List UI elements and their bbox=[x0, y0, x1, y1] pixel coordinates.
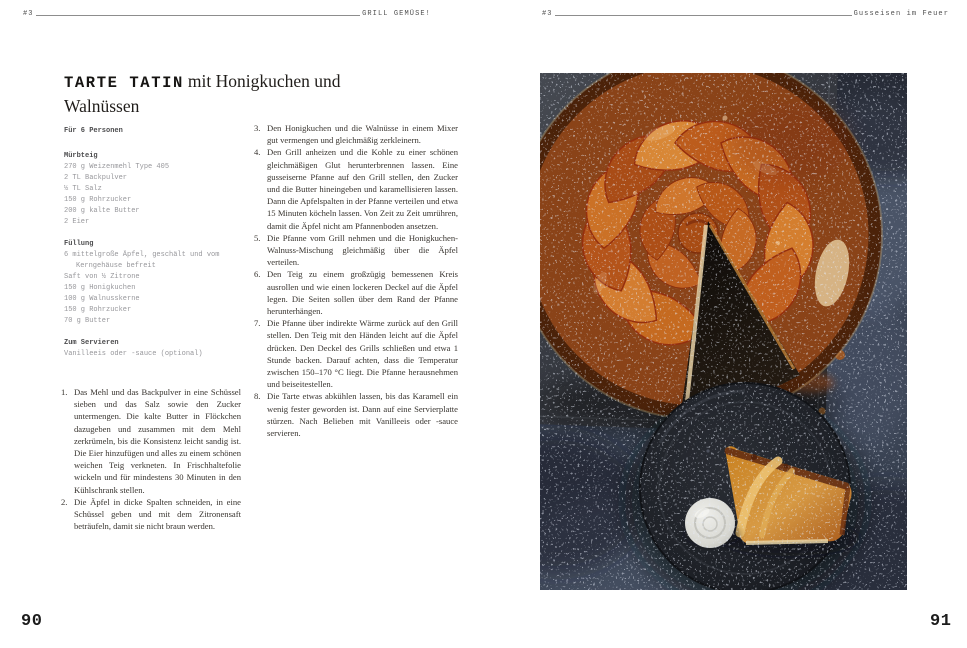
step-text: Den Teig zu einem großzügig bemessenen Kreis ausrollen und wie einen lockeren Deckel auf die Äpfel legen. Die Seiten sollen über dem Rand der Pfanne herunterhängen. bbox=[267, 269, 458, 317]
page-number-right: 91 bbox=[930, 612, 952, 631]
recipe-title-main: TARTE TATIN bbox=[64, 74, 184, 92]
recipe-title bbox=[64, 70, 376, 118]
chapter-title: GRILL GEMÜSE! bbox=[362, 10, 431, 18]
ingredient-item: 70 g Butter bbox=[64, 317, 111, 325]
step-text: Den Grill anheizen und die Kohle zu einer schönen gleichmäßigen Glut herunterbrennen lassen. Eine gusseiserne Pfanne auf den Grill stellen, den Zucker und die Butter hineingeben und karamellisieren lassen. Dann die Apfelspalten in der Pfanne verteilen und etwa 15 Minuten köcheln lassen. Von Zeit zu Zeit umrühren, damit die Äpfel nicht am Pfannenboden ansetzen. bbox=[267, 147, 458, 231]
ingredient-group-fuellung bbox=[64, 239, 250, 327]
ingredient-item: Vanilleeis oder -sauce (optional) bbox=[64, 350, 203, 358]
ingredient-item: 150 g Rohrzucker bbox=[64, 306, 132, 314]
ingredient-item: 2 TL Backpulver bbox=[64, 174, 128, 182]
ingredient-item: 150 g Rohrzucker bbox=[64, 196, 132, 204]
photo-grain bbox=[540, 73, 907, 590]
step-item bbox=[254, 268, 458, 317]
step-item bbox=[254, 390, 458, 439]
ingredient-group-muerbteig bbox=[64, 151, 250, 228]
step-number: 8. bbox=[254, 391, 261, 402]
step-text: Die Pfanne vom Grill nehmen und die Honigkuchen-Walnuss-Mischung gleichmäßig über die Äpfel verteilen. bbox=[267, 232, 458, 268]
step-number: 2. bbox=[61, 496, 68, 507]
header-rule bbox=[555, 15, 852, 16]
ingredient-item: 270 g Weizenmehl Type 405 bbox=[64, 163, 170, 171]
recipe-title-subtitle: mit Honigkuchen und Walnüssen bbox=[64, 71, 341, 116]
step-text: Die Pfanne über indirekte Wärme zurück auf den Grill stellen. Den Teig mit den Händen leicht auf die Äpfel drücken. Den Deckel des Grills schließen und etwa 1 Stunde backen. Darauf achten, dass die Temperatur zwischen 150–170 °C liegt. Die Pfanne herausnehmen und beiseitestellen. bbox=[267, 318, 458, 390]
ingredients-column bbox=[64, 126, 250, 370]
step-text: Die Tarte etwas abkühlen lassen, bis das Karamell ein wenig fester geworden ist. Dann auf eine Servierplatte stürzen. Nach Belieben mit Vanilleeis oder -sauce servieren. bbox=[267, 391, 458, 439]
ingredient-group-heading: Mürbteig bbox=[64, 152, 98, 160]
ingredient-item: Saft von ½ Zitrone bbox=[64, 273, 140, 281]
recipe-photo bbox=[540, 73, 907, 590]
step-item bbox=[254, 122, 458, 146]
servings-label: Für 6 Personen bbox=[64, 127, 123, 135]
ingredient-list bbox=[64, 349, 250, 360]
ingredient-item: ½ TL Salz bbox=[64, 185, 102, 193]
header-rule bbox=[36, 15, 360, 16]
page-number-left: 90 bbox=[21, 612, 43, 631]
step-number: 4. bbox=[254, 147, 261, 158]
ingredient-group-heading: Füllung bbox=[64, 240, 94, 248]
step-item bbox=[254, 317, 458, 390]
ingredient-list bbox=[64, 250, 250, 327]
chapter-number: #3 bbox=[23, 10, 34, 18]
chapter-number: #3 bbox=[542, 10, 553, 18]
ingredient-item: 2 Eier bbox=[64, 218, 90, 226]
step-number: 7. bbox=[254, 318, 261, 329]
ingredient-item: 6 mittelgroße Äpfel, geschält und vom Kerngehäuse befreit bbox=[64, 251, 220, 270]
instruction-steps-col1 bbox=[61, 386, 241, 532]
ingredient-list bbox=[64, 162, 250, 228]
step-text: Den Honigkuchen und die Walnüsse in einem Mixer gut vermengen und gleichmäßig zerkleinern. bbox=[267, 123, 458, 146]
ingredient-group-heading: Zum Servieren bbox=[64, 339, 119, 347]
ingredient-group-servieren bbox=[64, 338, 250, 360]
step-text: Die Äpfel in dicke Spalten schneiden, in eine Schüssel geben und mit dem Zitronensaft beträufeln, damit sie nicht braun werden. bbox=[74, 496, 241, 532]
step-item bbox=[254, 146, 458, 231]
ingredient-item: 100 g Walnusskerne bbox=[64, 295, 140, 303]
step-item bbox=[61, 496, 241, 533]
step-item bbox=[254, 232, 458, 269]
step-number: 1. bbox=[61, 387, 68, 397]
running-header-left bbox=[23, 10, 431, 18]
running-header-right bbox=[542, 10, 949, 18]
step-text: Das Mehl und das Backpulver in eine Schüssel sieben und das Salz sowie den Zucker untermengen. Die kalte Butter in Flöckchen dazugeben und zusammen mit dem Mehl zerkrümeln, bis die Konsistenz leicht sandig ist. Die Eier hinzufügen und alles zu einem schönen weichen Teig verkneten. In Frischhaltefolie wickeln und für mindestens 30 Minuten in den Kühlschrank stellen. bbox=[74, 387, 241, 495]
step-number: 5. bbox=[254, 232, 261, 243]
ingredient-item: 150 g Honigkuchen bbox=[64, 284, 136, 292]
step-number: 6. bbox=[254, 269, 261, 280]
ingredient-item: 200 g kalte Butter bbox=[64, 207, 140, 215]
step-item bbox=[61, 386, 241, 496]
section-title: Gusseisen im Feuer bbox=[853, 10, 949, 18]
step-number: 3. bbox=[254, 123, 261, 133]
instruction-steps-col2 bbox=[254, 122, 458, 439]
